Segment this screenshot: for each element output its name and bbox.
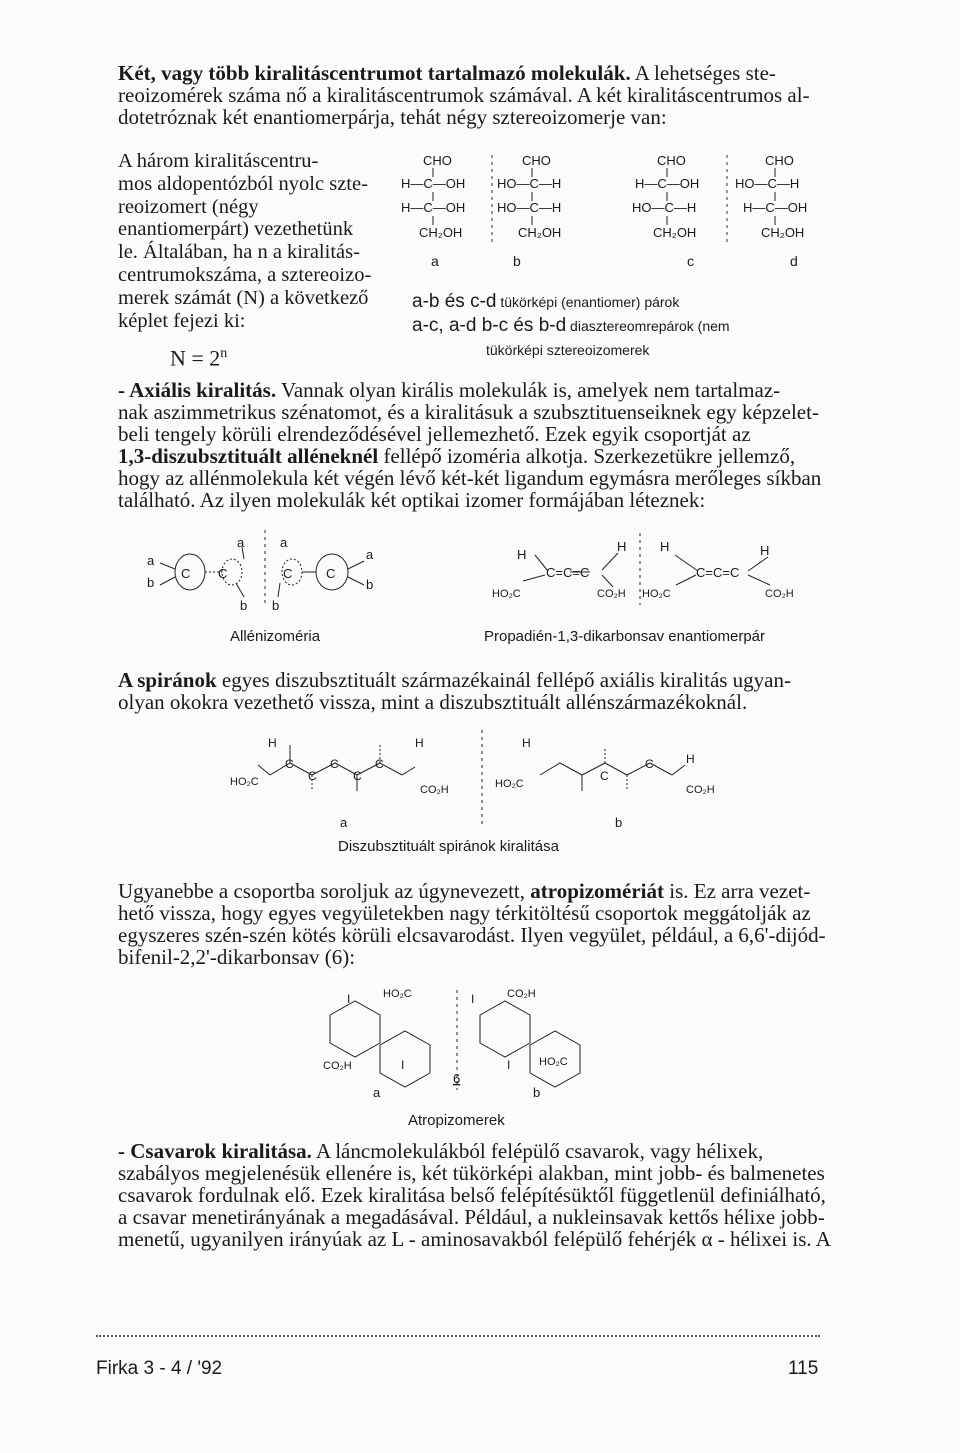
allene-sub-b: b (147, 575, 155, 590)
allene-hydrogen: H (617, 539, 627, 554)
allene-sub-a: a (147, 553, 155, 568)
intro-paragraph (118, 62, 830, 128)
allene-carboxyl: CO₂H (597, 588, 626, 600)
compound-number: 6 (453, 1071, 461, 1086)
journal-issue: Firka 3 - 4 / '92 (96, 1358, 223, 1379)
spiran-diagram (210, 725, 810, 830)
spiran-carboxyl: CO₂H (686, 784, 715, 796)
isomer-label-d: d (790, 253, 798, 269)
axial-bold-allene: 1,3-diszubsztituált alléneknél (118, 444, 379, 468)
spiran-bold: A spiránok (118, 668, 217, 692)
stereoisomer-formula (170, 343, 227, 369)
hoch-label: HO—C—H (735, 176, 800, 191)
tetrose-fischer-projections (395, 150, 825, 270)
allene-carboxyl: CO₂H (765, 588, 794, 600)
ch2oh-label: CH₂OH (518, 225, 562, 240)
atrop-line: is. Ez arra vezet- (664, 879, 811, 903)
spiran-paragraph (118, 669, 830, 713)
helix-paragraph (118, 1140, 830, 1250)
atrop-label-a: a (373, 1085, 381, 1100)
atropisomer-diagram (285, 985, 615, 1100)
pairs-description (412, 290, 832, 362)
spiran-caption: Diszubsztituált spiránok kiralitása (338, 838, 559, 855)
allene-caption: Allénizoméria (230, 628, 321, 645)
axial-chirality-paragraph (118, 379, 830, 511)
cho-label: CHO (522, 153, 551, 168)
intro-bold-lead: Két, vagy több kiralitáscentrumot tartalmazó molekulák. (118, 61, 631, 85)
helix-heading: - Csavarok kiralitása. (118, 1139, 312, 1163)
enantiomer-pairs: a-b és c-d (412, 291, 497, 312)
spiran-hydrogen: H (415, 736, 424, 750)
aldopentose-line: enantiomerpárt) vezethetünk (118, 218, 354, 241)
spiran-carbon: C (645, 757, 654, 771)
diastereomer-pairs-desc: diasztereomrepárok (nem (566, 318, 730, 334)
atrop-line: hető vissza, hogy egyes vegyületekben nagy térkitöltésű csoportok meggátolják az (118, 901, 811, 925)
enantiomer-pairs-desc: tükörképi (enantiomer) párok (496, 294, 680, 310)
aldopentose-line: merek számát (N) a következő (118, 286, 369, 309)
allene-sub-a: a (366, 547, 374, 562)
helix-line: A láncmolekulákból felépülő csavarok, vagy hélixek, (311, 1139, 764, 1163)
hcoh-label: H—C—OH (401, 200, 466, 215)
intro-line3: dotetróznak két enantiomerpárja, tehát négy sztereoizomerje van: (118, 105, 667, 129)
atrop-iodine: I (347, 992, 351, 1006)
diastereomer-pairs: a-c, a-d b-c és b-d (412, 315, 567, 336)
aldopentose-line: reoizomert (négy (118, 195, 259, 218)
spiran-hydrogen: H (268, 736, 277, 750)
axial-line: Vannak olyan királis molekulák is, amelyek nem tartalmaz- (276, 378, 781, 402)
hoch-label: HO—C—H (632, 200, 697, 215)
axial-line: fellépő izoméria alkotja. Szerkezetükre jellemző, (378, 444, 796, 468)
spiran-carbon: C (353, 769, 362, 783)
isomer-label-b: b (513, 253, 521, 269)
aldopentose-paragraph (118, 150, 398, 332)
spiran-carbon: C (308, 769, 317, 783)
spiran-hydrogen: H (522, 736, 531, 750)
intro-line1: A lehetséges ste- (630, 61, 776, 85)
axial-line: beli tengely körüli elrendeződésével jellemezhető. Ezek egyik csoportját az (118, 422, 751, 446)
allene-sub-b: b (272, 598, 280, 613)
isomer-label-a: a (431, 253, 439, 269)
allene-isomerism-diagram (120, 525, 830, 615)
atrop-line: Ugyanebbe a csoportba soroljuk az úgynevezett, (118, 879, 531, 903)
spiran-carboxyl: CO₂H (420, 784, 449, 796)
atrop-iodine: I (471, 992, 475, 1006)
atrop-label-b: b (533, 1085, 541, 1100)
allene-carbon: C (326, 566, 336, 581)
allene-sub-b: b (240, 598, 248, 613)
formula-base: N = 2 (170, 345, 221, 371)
helix-line: szabályos megjelenésük ellenére is, két tükörképi alakban, mint jobb- és balmenetes (118, 1161, 825, 1185)
hcoh-label: H—C—OH (401, 176, 466, 191)
allene-carboxyl: HO₂C (642, 588, 671, 600)
hoch-label: HO—C—H (497, 176, 562, 191)
atrop-caption: Atropizomerek (408, 1112, 505, 1129)
diastereomer-pairs-desc2: tükörképi sztereoizomerek (486, 342, 650, 358)
aldopentose-line: mos aldopentózból nyolc szte- (118, 172, 368, 195)
atrop-carboxyl: HO₂C (539, 1056, 568, 1068)
allene-sub-a: a (237, 535, 245, 550)
cho-label: CHO (765, 153, 794, 168)
allene-hydrogen: H (760, 543, 770, 558)
atrop-carboxyl: CO₂H (323, 1060, 352, 1072)
ch2oh-label: CH₂OH (653, 225, 697, 240)
allene-core: C=C=C (546, 565, 590, 580)
atrop-line: bifenil-2,2'-dikarbonsav (6): (118, 945, 356, 969)
spiran-line: olyan okokra vezethető vissza, mint a diszubsztituált allénszármazékoknál. (118, 690, 748, 714)
atropisomerism-paragraph (118, 880, 830, 968)
axial-heading: - Axiális kiralitás. (118, 378, 277, 402)
atrop-carboxyl: HO₂C (383, 988, 412, 1000)
intro-line2: reoizomérek száma nő a kiralitáscentrumok számával. A két kiralitáscentrumos al- (118, 83, 810, 107)
aldopentose-line: képlet fejezi ki: (118, 309, 246, 332)
ch2oh-label: CH₂OH (761, 225, 805, 240)
spiran-label-b: b (615, 815, 623, 830)
allene-sub-b: b (366, 577, 374, 592)
atrop-iodine: I (507, 1058, 511, 1072)
hcoh-label: H—C—OH (635, 176, 700, 191)
atrop-bold: atropizomériát (530, 879, 665, 903)
allene-hydrogen: H (517, 547, 527, 562)
axial-line: hogy az allénmolekula két végén lévő két-két ligandum egymásra merőleges síkban (118, 466, 822, 490)
allene-sub-a: a (280, 535, 288, 550)
atrop-line: egyszeres szén-szén kötés körüli elcsavarodást. Ilyen vegyület, például, a 6,6'-dijód- (118, 923, 826, 947)
allene-carbon: C (181, 566, 191, 581)
helix-line: a csavar menetirányának a megadásával. Például, a nukleinsavak kettős hélixe jobb- (118, 1205, 825, 1229)
allene-core: C=C=C (696, 565, 740, 580)
aldopentose-line: le. Általában, ha n a kiralitás- (118, 241, 360, 264)
cho-label: CHO (423, 153, 452, 168)
allene-carbon: C (218, 566, 228, 581)
spiran-line: egyes diszubsztituált származékainál fellépő axiális kiralitás ugyan- (216, 668, 791, 692)
spiran-carbon: C (375, 757, 384, 771)
hcoh-label: H—C—OH (743, 200, 808, 215)
cho-label: CHO (657, 153, 686, 168)
aldopentose-line: centrumokszáma, a sztereoizo- (118, 263, 372, 286)
isomer-label-c: c (687, 253, 694, 269)
spiran-carboxyl: HO₂C (495, 778, 524, 790)
allene-carboxyl: HO₂C (492, 588, 521, 600)
spiran-hydrogen: H (686, 752, 695, 766)
propadiene-caption: Propadién-1,3-dikarbonsav enantiomerpár (484, 628, 766, 645)
spiran-label-a: a (340, 815, 348, 830)
spiran-carboxyl: HO₂C (230, 776, 259, 788)
spiran-carbon: C (285, 757, 294, 771)
footer-rule (96, 1335, 820, 1337)
atrop-iodine: I (401, 1058, 405, 1072)
allene-carbon: C (283, 566, 293, 581)
formula-exponent: n (220, 346, 228, 361)
axial-line: nak aszimmetrikus szénatomot, és a kiralitásuk a szubsztituenseiknek egy képzelet- (118, 400, 819, 424)
aldopentose-line: A három kiralitáscentru- (118, 150, 319, 172)
spiran-carbon: C (330, 757, 339, 771)
axial-line: található. Az ilyen molekulák két optikai izomer formájában léteznek: (118, 488, 706, 512)
hoch-label: HO—C—H (497, 200, 562, 215)
atrop-carboxyl: CO₂H (507, 988, 536, 1000)
helix-line: csavarok fordulnak elő. Ezek kiralitása belső felépítésüktől függetlenül definiálható, (118, 1183, 826, 1207)
spiran-carbon: C (600, 769, 609, 783)
ch2oh-label: CH₂OH (419, 225, 463, 240)
allene-hydrogen: H (660, 539, 670, 554)
page-number: 115 (788, 1358, 819, 1379)
helix-line: menetű, ugyanilyen irányúak az L - aminosavakból felépülő fehérjék α - hélixei is. A (118, 1227, 831, 1251)
